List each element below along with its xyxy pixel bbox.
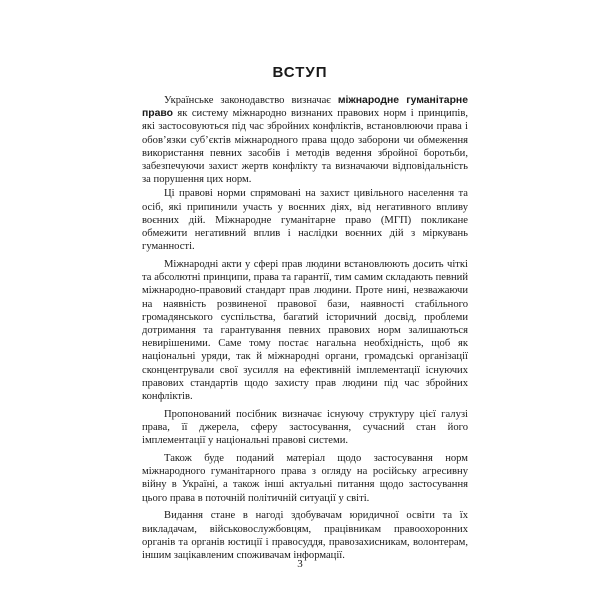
paragraph-1	[142, 94, 468, 186]
paragraph-5: Також буде поданий матеріал щодо застосування норм міжнародного гуманітарного права з огляду на російську агресивну війну в Україні, а також інші актуальні питання щодо застосування цього права в поточній політичній ситуації у світі.	[142, 453, 468, 504]
page-title: ВСТУП	[272, 64, 328, 81]
paragraph-1-lead: Українське законодавство визначає	[164, 95, 338, 106]
page-number: 3	[297, 558, 303, 570]
paragraph-3: Міжнародні акти у сфері прав людини встановлюють досить чіткі та абсолютні принципи, права та гарантії, тим самим складають певний міжнародно-правовий стандарт прав людини. Проте нині, незважаючи на наявність розвиненої правової бази, наявності стабільного громадянського суспільства, багатий історичний досвід, проблеми дотримання та гарантування певних правових норм залишаються невирішеними. Саме тому постає нагальна необхідність, щоб як національні уряди, так й міжнародні органи, громадські організації сконцентрували свої зусилля на ефективній імплементації існуючих правових стандартів щодо захисту прав людини під час збройних конфліктів.	[142, 259, 468, 403]
paragraph-6: Видання стане в нагоді здобувачам юридичної освіти та їх викладачам, військовослужбовцям, працівникам правоохоронних органів та органів юстиції і правосуддя, правозахисникам, волонтерам, іншим зацікавленим споживачам інформації.	[142, 510, 468, 562]
body-text	[142, 94, 468, 567]
paragraph-4: Пропонований посібник визначає існуючу структуру цієї галузі права, її джерела, сферу застосування, сучасний стан його імплементації у національні правові системи.	[142, 408, 468, 447]
highlighted-term: міжнародне гуманітарне право	[142, 95, 468, 120]
paragraph-1-rest: як систему міжнародно визнаних правових норм і принципів, які застосовуються під час збройних конфліктів, встановлюючи права і обов’язки суб’єктів міжнародного права щодо заборони чи обмеження використання певних засобів і методів ведення збройної боротьби, забезпечуючи захист жертв конфлікту та визначаючи відповідальність за порушення цих норм.	[142, 108, 468, 186]
paragraph-2: Ці правові норми спрямовані на захист цивільного населення та осіб, які припинили участь у воєнних діях, від негативного впливу воєнних дій. Міжнародне гуманітарне право (МГП) покликане обмежити негативний вплив і наслідки воєнних дій з міркувань гуманності.	[142, 188, 468, 253]
